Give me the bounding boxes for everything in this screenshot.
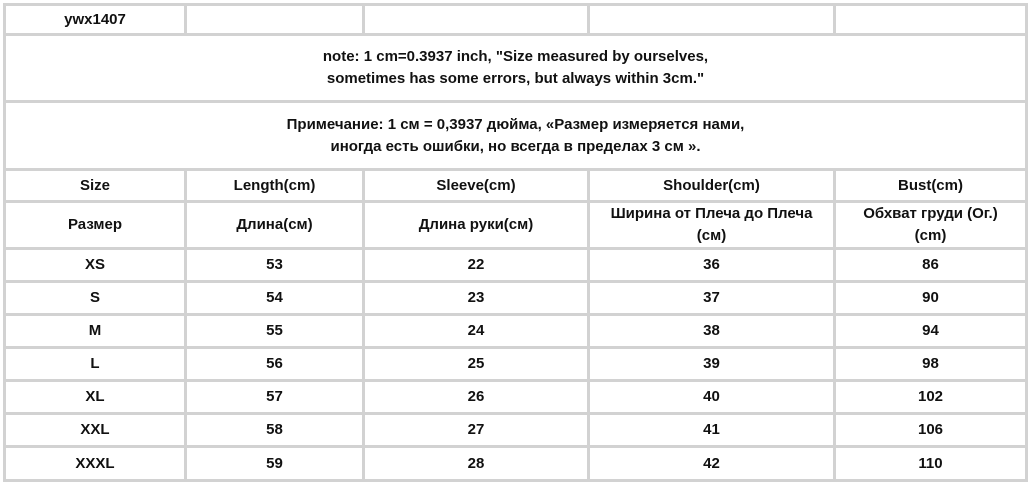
cell-value: M bbox=[88, 322, 102, 339]
table-cell-shoulder bbox=[587, 247, 836, 283]
empty-cell bbox=[362, 3, 590, 36]
table-cell-sleeve bbox=[362, 412, 590, 448]
cell-value: 42 bbox=[703, 454, 720, 472]
table-cell-bust bbox=[833, 346, 1028, 382]
header-ru-length bbox=[184, 200, 365, 250]
product-code: ywx1407 bbox=[64, 10, 126, 28]
cell-value: 59 bbox=[266, 454, 283, 472]
table-cell-sleeve bbox=[362, 346, 590, 382]
table-cell-length bbox=[184, 412, 365, 448]
header-label: Ширина от Плеча до Плеча (см) bbox=[610, 205, 813, 244]
cell-value: 25 bbox=[467, 355, 485, 372]
cell-value: 24 bbox=[467, 322, 485, 339]
table-cell-bust bbox=[833, 280, 1028, 316]
cell-value: 57 bbox=[266, 388, 283, 405]
cell-value: 110 bbox=[918, 454, 943, 472]
table-cell-bust bbox=[833, 247, 1028, 283]
header-en-shoulder bbox=[587, 168, 836, 203]
cell-value: 56 bbox=[266, 355, 283, 372]
header-en-length bbox=[184, 168, 365, 203]
cell-value: 54 bbox=[266, 289, 283, 306]
cell-value: 102 bbox=[917, 388, 944, 405]
header-label: Shoulder(cm) bbox=[663, 176, 760, 194]
cell-value: 98 bbox=[922, 355, 939, 372]
header-label: Длина руки(см) bbox=[418, 216, 534, 233]
table-cell-length bbox=[184, 280, 365, 316]
table-cell-length bbox=[184, 313, 365, 349]
table-cell-size bbox=[3, 445, 187, 482]
cell-value: L bbox=[90, 355, 100, 372]
cell-value: XS bbox=[84, 256, 105, 273]
cell-value: XL bbox=[85, 388, 105, 405]
table-cell-length bbox=[184, 445, 365, 482]
table-cell-bust bbox=[833, 313, 1028, 349]
table-cell-shoulder bbox=[587, 313, 836, 349]
table-cell-bust bbox=[833, 379, 1028, 415]
cell-value: 23 bbox=[467, 289, 485, 306]
header-en-sleeve bbox=[362, 168, 590, 203]
cell-value: 38 bbox=[703, 322, 720, 339]
header-label: Обхват груди (Ог.) (cm) bbox=[863, 205, 998, 244]
header-ru-sleeve bbox=[362, 200, 590, 250]
table-cell-size bbox=[3, 280, 187, 316]
cell-value: 94 bbox=[922, 322, 939, 339]
cell-value: XXXL bbox=[75, 454, 115, 472]
cell-value: 28 bbox=[467, 454, 485, 472]
table-cell-size bbox=[3, 313, 187, 349]
table-cell-sleeve bbox=[362, 445, 590, 482]
header-en-bust bbox=[833, 168, 1028, 203]
cell-value: 58 bbox=[266, 421, 283, 438]
cell-value: 41 bbox=[703, 421, 720, 438]
table-cell-size bbox=[3, 346, 187, 382]
table-cell-size bbox=[3, 247, 187, 283]
table-cell-shoulder bbox=[587, 379, 836, 415]
cell-value: 22 bbox=[467, 256, 485, 273]
header-label: Длина(см) bbox=[236, 216, 313, 233]
cell-value: 39 bbox=[703, 355, 720, 372]
table-cell-size bbox=[3, 412, 187, 448]
note-russian: Примечание: 1 см = 0,3937 дюйма, «Размер измеряется нами, иногда есть ошибки, но всегда в пределах 3 см ». bbox=[286, 115, 745, 155]
cell-value: 53 bbox=[266, 256, 283, 273]
cell-value: 55 bbox=[266, 322, 283, 339]
cell-value: 86 bbox=[922, 256, 939, 273]
empty-cell bbox=[587, 3, 836, 36]
note-english: note: 1 cm=0.3937 inch, "Size measured by ourselves, sometimes has some errors, but always within 3cm." bbox=[322, 48, 709, 87]
header-label: Size bbox=[79, 176, 110, 194]
table-cell-size bbox=[3, 379, 187, 415]
table-cell-shoulder bbox=[587, 280, 836, 316]
cell-value: 90 bbox=[922, 289, 939, 306]
cell-value: 106 bbox=[917, 421, 944, 438]
cell-value: XXL bbox=[80, 421, 110, 438]
table-cell-shoulder bbox=[587, 412, 836, 448]
header-ru-bust bbox=[833, 200, 1028, 250]
table-cell-length bbox=[184, 379, 365, 415]
header-en-size bbox=[3, 168, 187, 203]
product-code-cell bbox=[3, 3, 187, 36]
empty-cell bbox=[833, 3, 1028, 36]
cell-value: 37 bbox=[703, 289, 720, 306]
table-cell-bust bbox=[833, 412, 1028, 448]
note-russian-cell bbox=[3, 100, 1028, 171]
header-label: Length(cm) bbox=[233, 176, 316, 194]
table-cell-sleeve bbox=[362, 379, 590, 415]
table-cell-bust bbox=[833, 445, 1028, 482]
cell-value: 36 bbox=[703, 256, 720, 273]
header-label: Bust(cm) bbox=[897, 176, 963, 194]
table-cell-sleeve bbox=[362, 280, 590, 316]
table-cell-sleeve bbox=[362, 313, 590, 349]
cell-value: 26 bbox=[467, 388, 485, 405]
header-ru-size bbox=[3, 200, 187, 250]
cell-value: 27 bbox=[467, 421, 485, 438]
empty-cell bbox=[184, 3, 365, 36]
cell-value: S bbox=[89, 289, 100, 306]
table-cell-length bbox=[184, 247, 365, 283]
note-english-cell bbox=[3, 33, 1028, 103]
table-cell-shoulder bbox=[587, 346, 836, 382]
header-label: Размер bbox=[67, 216, 123, 233]
header-ru-shoulder bbox=[587, 200, 836, 250]
table-cell-sleeve bbox=[362, 247, 590, 283]
cell-value: 40 bbox=[703, 388, 720, 405]
table-cell-shoulder bbox=[587, 445, 836, 482]
header-label: Sleeve(cm) bbox=[436, 176, 516, 194]
table-cell-length bbox=[184, 346, 365, 382]
